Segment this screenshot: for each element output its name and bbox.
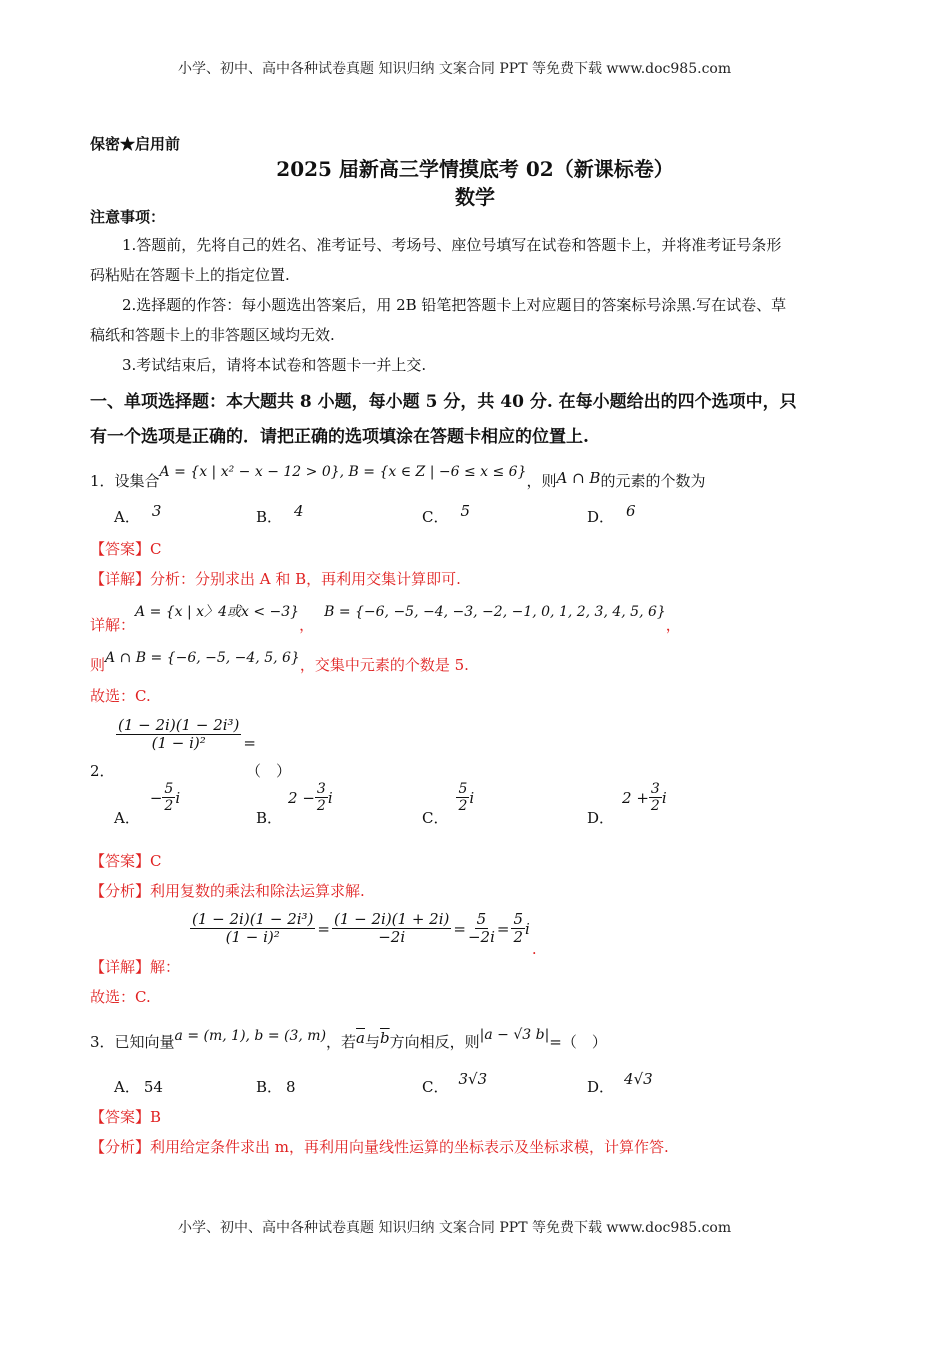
q2-solution: $\frac{\text{(1 − 2i)(1 − 2i³)}}{\text{(1 − i)²}}$ = $\frac{(1 - 2i)(1 + 2i)}{-2i}$ = $\frac{5}{-2i}$ = $\frac{5}{2}$ i . — [192, 910, 537, 958]
q2-option-a[interactable]: A． − $\frac{5}{2}$ i — [114, 781, 181, 827]
q1-suffix-a: ，则 — [526, 472, 557, 490]
q1-detail: 详解：A = {x | x〉4或x < −3}，B = {−6, −5, −4, −3, −2, −1, 0, 1, 2, 3, 4, 5, 6}， — [90, 604, 681, 634]
q3-vectors: a = (m, 1), b = (3, m) — [174, 1028, 327, 1044]
q1-option-c[interactable]: C． 5 — [422, 502, 471, 526]
q1-option-b[interactable]: B． 4 — [256, 502, 304, 526]
q1-option-a[interactable]: A． 3 — [114, 502, 162, 526]
q1-detail-set-a: A = {x | x〉4或x < −3} — [135, 604, 300, 620]
q1-option-d[interactable]: D． 6 — [587, 502, 636, 526]
notice-item-3: 3.考试结束后，请将本试卷和答题卡一并上交. — [122, 356, 427, 374]
q1-conclusion: 故选：C. — [90, 687, 151, 705]
q2-option-c[interactable]: C． $\frac{5}{2}$ i — [422, 781, 475, 827]
q3-option-d[interactable]: D． 4√3 — [587, 1070, 653, 1096]
q2-number: 2． — [90, 762, 115, 780]
q1-detail-set-b: B = {−6, −5, −4, −3, −2, −1, 0, 1, 2, 3, 4, 5, 6} — [324, 604, 666, 620]
q1-stem — [90, 464, 706, 491]
q1-prefix: 1．设集合 — [90, 472, 160, 490]
confidential-label: 保密★启用前 — [90, 135, 181, 153]
q3-answer: 【答案】B — [90, 1108, 162, 1126]
page-title: 2025 届新高三学情摸底考 02（新课标卷） — [276, 157, 674, 181]
q2-option-b[interactable]: B． 2 − $\frac{3}{2}$ i — [256, 781, 333, 827]
q3-norm: |a − √3 b| — [479, 1027, 550, 1043]
q2-detail-prefix: 【详解】解： — [90, 958, 181, 976]
q2-option-d[interactable]: D． 2 + $\frac{3}{2}$ i — [587, 781, 667, 827]
q2-answer: 【答案】C — [90, 852, 162, 870]
q1-suffix-b: 的元素的个数为 — [600, 472, 706, 490]
q2-expression: $\frac{\text{(1 − 2i)(1 − 2i³)}}{\text{(1 − i)²}}$ = — [118, 716, 256, 752]
q1-analysis: 【详解】分析：分别求出 A 和 B，再利用交集计算即可. — [90, 570, 461, 588]
q3-stem: 3．已知向量a = (m, 1), b = (3, m)，若$\overline{a}$与$\overline{b}$方向相反，则|a − √3 b|=（ ） — [90, 1027, 607, 1051]
section-heading-line-2: 有一个选项是正确的．请把正确的选项填涂在答题卡相应的位置上. — [90, 427, 589, 447]
q1-intersection: A ∩ B — [556, 469, 601, 487]
page-footer: 小学、初中、高中各种试卷真题 知识归纳 文案合同 PPT 等免费下载 www.doc985.com — [178, 1220, 732, 1236]
section-heading-line-1: 一、单项选择题：本大题共 8 小题，每小题 5 分，共 40 分. 在每小题给出的四个选项中，只 — [90, 392, 797, 412]
notice-item-1-line-1: 1.答题前，先将自己的姓名、准考证号、考场号、座位号填写在试卷和答题卡上，并将准考证号条形 — [122, 236, 782, 254]
q3-option-a[interactable]: A． 54 — [114, 1078, 163, 1096]
q3-option-c[interactable]: C． 3√3 — [422, 1070, 488, 1096]
q2-analysis: 【分析】利用复数的乘法和除法运算求解. — [90, 882, 365, 900]
notice-item-1-line-2: 码粘贴在答题卡上的指定位置. — [90, 266, 290, 284]
notice-item-2-line-1: 2.选择题的作答：每小题选出答案后，用 2B 铅笔把答题卡上对应题目的答案标号涂黑.写在试卷、草 — [122, 296, 787, 314]
notice-heading: 注意事项： — [90, 208, 166, 226]
q1-intersection-result: A ∩ B = {−6, −5, −4, 5, 6} — [105, 650, 300, 666]
q1-then: 则A ∩ B = {−6, −5, −4, 5, 6}，交集中元素的个数是 5. — [90, 650, 469, 674]
q2-conclusion: 故选：C. — [90, 988, 151, 1006]
q1-answer: 【答案】C — [90, 540, 162, 558]
page-header: 小学、初中、高中各种试卷真题 知识归纳 文案合同 PPT 等免费下载 www.doc985.com — [178, 61, 732, 77]
q1-set-definition: A = {x | x² − x − 12 > 0}, B = {x ∈ Z | −6 ≤ x ≤ 6} — [159, 464, 527, 480]
q3-analysis: 【分析】利用给定条件求出 m，再利用向量线性运算的坐标表示及坐标求模，计算作答. — [90, 1138, 669, 1156]
subject-title: 数学 — [455, 185, 495, 209]
q3-option-b[interactable]: B． 8 — [256, 1078, 296, 1096]
notice-item-2-line-2: 稿纸和答题卡上的非答题区域均无效. — [90, 326, 335, 344]
q2-blank: （ ） — [246, 762, 292, 780]
